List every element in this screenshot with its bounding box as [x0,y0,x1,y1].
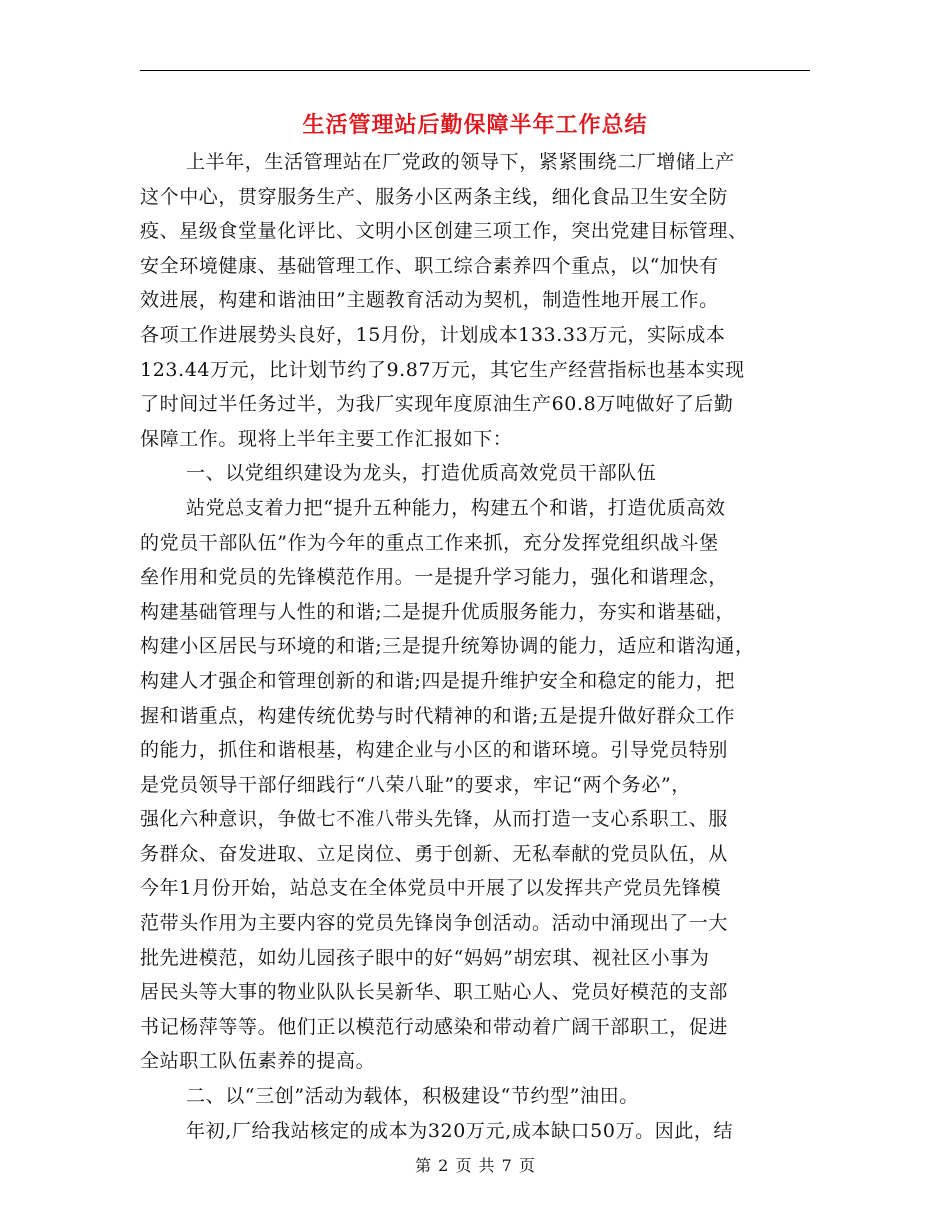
text-line: 的党员干部队伍”作为今年的重点工作来抓，充分发挥党组织战斗堡 [140,531,719,554]
text-line: 强化六种意识，争做七不准八带头先锋，从而打造一支心系职工、服 [140,808,729,831]
text-line: 的能力，抓住和谐根基，构建企业与小区的和谐环境。引导党员特别 [140,739,729,762]
text-line: 123.44万元，比计划节约了9.87万元，其它生产经营指标也基本实现 [140,358,745,381]
text-line: 书记杨萍等等。他们正以模范行动感染和带动着广阔干部职工，促进 [140,1015,729,1038]
text-line: 二、以“三创”活动为载体，积极建设“节约型”油田。 [186,1085,639,1108]
header-rule [140,70,810,71]
text-line: 各项工作进展势头良好，15月份，计划成本133.33万元，实际成本 [140,323,726,346]
text-line: 效进展，构建和谐油田”主题教育活动为契机，制造性地开展工作。 [140,289,719,312]
text-line: 构建人才强企和管理创新的和谐;四是提升维护安全和稳定的能力，把 [140,669,736,692]
text-line: 保障工作。现将上半年主要工作汇报如下： [140,427,513,450]
text-line: 范带头作用为主要内容的党员先锋岗争创活动。活动中涌现出了一大 [140,912,729,935]
document-body [140,145,810,1148]
page-footer: 第 2 页 共 7 页 [415,1156,535,1175]
text-line: 批先进模范，如幼儿园孩子眼中的好“妈妈”胡宏琪、视社区小事为 [140,946,710,969]
text-line: 务群众、奋发进取、立足岗位、勇于创新、无私奉献的党员队伍，从 [140,842,729,865]
text-line: 了时间过半任务过半，为我厂实现年度原油生产60.8万吨做好了后勤 [140,393,734,416]
text-line: 居民头等大事的物业队队长吴新华、职工贴心人、党员好模范的支部 [140,981,729,1004]
text-line: 是党员领导干部仔细践行“八荣八耻”的要求，牢记“两个务必”， [140,773,691,796]
text-line: 疫、星级食堂量化评比、文明小区创建三项工作，突出党建目标管理、 [140,220,748,243]
text-line: 一、以党组织建设为龙头，打造优质高效党员干部队伍 [186,462,657,485]
text-line: 年初,厂给我站核定的成本为320万元,成本缺口50万。因此，结 [186,1119,734,1142]
text-line: 今年1月份开始，站总支在全体党员中开展了以发挥共产党员先锋模 [140,877,722,900]
text-line: 构建小区居民与环境的和谐;三是提升统筹协调的能力，适应和谐沟通， [140,635,755,658]
text-line: 握和谐重点，构建传统优势与时代精神的和谐;五是提升做好群众工作 [140,704,736,727]
text-line: 上半年，生活管理站在厂党政的领导下，紧紧围绕二厂增储上产 [186,151,735,173]
document-title: 生活管理站后勤保障半年工作总结 [302,113,648,138]
text-line: 全站职工队伍素养的提高。 [140,1050,376,1073]
text-line: 站党总支着力把“提升五种能力，构建五个和谐，打造优质高效 [186,496,726,519]
text-line: 构建基础管理与人性的和谐;二是提升优质服务能力，夯实和谐基础， [140,600,736,623]
text-line: 安全环境健康、基础管理工作、职工综合素养四个重点，以“加快有 [140,254,719,277]
text-line: 垒作用和党员的先锋模范作用。一是提升学习能力，强化和谐理念， [140,566,729,589]
text-line: 这个中心，贯穿服务生产、服务小区两条主线，细化食品卫生安全防 [140,185,729,208]
